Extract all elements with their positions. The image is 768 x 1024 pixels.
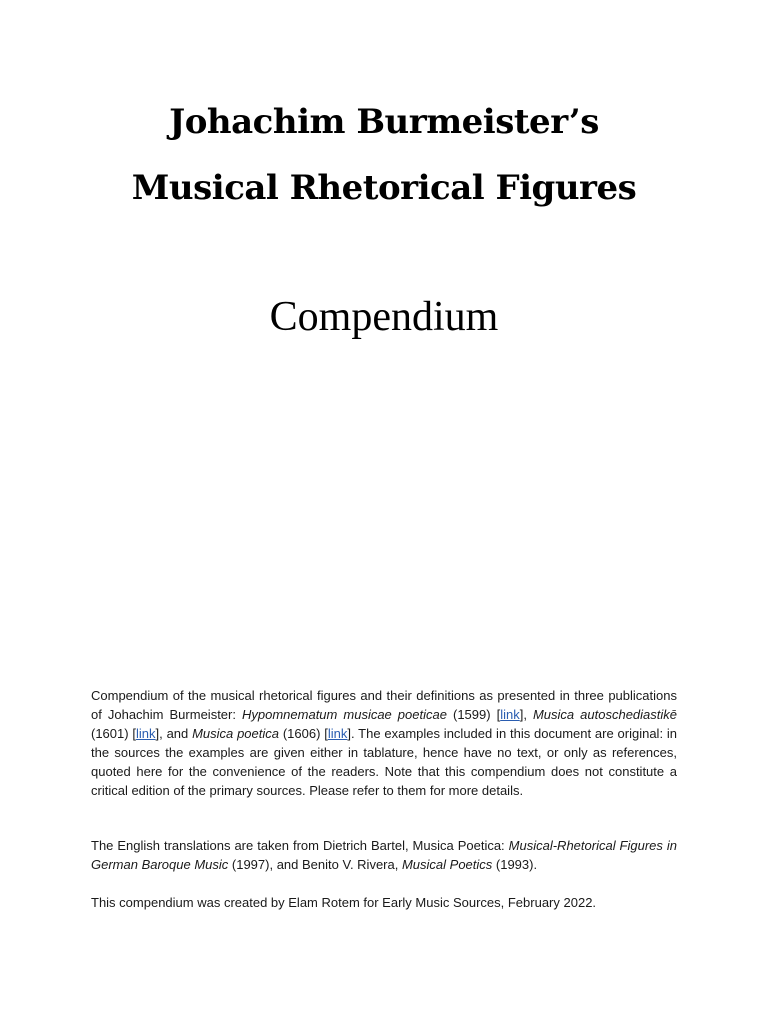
translations-paragraph (91, 836, 677, 874)
link-autoschediastike[interactable]: link (136, 726, 156, 741)
intro-text-4: (1601) [ (91, 726, 137, 741)
translations-text-3: (1993). (492, 857, 538, 872)
intro-text-2: (1599) [ (446, 707, 501, 722)
work-title-rivera: Musical Poetics (401, 857, 493, 872)
work-title-musica-poetica: Musica poetica (192, 726, 279, 741)
link-musica-poetica[interactable]: link (327, 726, 348, 741)
intro-paragraph (91, 686, 677, 800)
title-line-2: Musical Rhetorical Figures (131, 168, 637, 208)
subtitle: Compendium (269, 294, 499, 340)
intro-text-5: ], and (155, 726, 193, 741)
work-title-bartel: Musical-Rhetorical Figures in German Baroque Music (91, 838, 677, 872)
intro-text-3: ], (519, 707, 533, 722)
intro-text-6: (1606) [ (279, 726, 328, 741)
link-hypomnematum[interactable]: link (500, 707, 520, 722)
translations-text-2: (1997), and Benito V. Rivera, (228, 857, 402, 872)
intro-text-1: Compendium of the musical rhetorical figures and their definitions as presented in three publications of Johachim Burmeister: (91, 688, 677, 722)
work-title-autoschediastike: Musica autoschediastikē (532, 707, 678, 722)
work-title-hypomnematum: Hypomnematum musicae poeticae (242, 707, 447, 722)
title-line-1: Johachim Burmeister’s (169, 102, 599, 142)
intro-text-7: ]. The examples included in this document are original: in the sources the examples are given either in tablature, hence have no text, or only as references, quoted here for the convenience of the readers. Note that this compendium does not constitute a critical edition of the primary sources. Please refer to them for more details. (91, 726, 677, 798)
translations-text-1: The English translations are taken from Dietrich Bartel, Musica Poetica: (91, 838, 509, 853)
credit-paragraph: This compendium was created by Elam Rotem for Early Music Sources, February 2022. (91, 895, 597, 910)
